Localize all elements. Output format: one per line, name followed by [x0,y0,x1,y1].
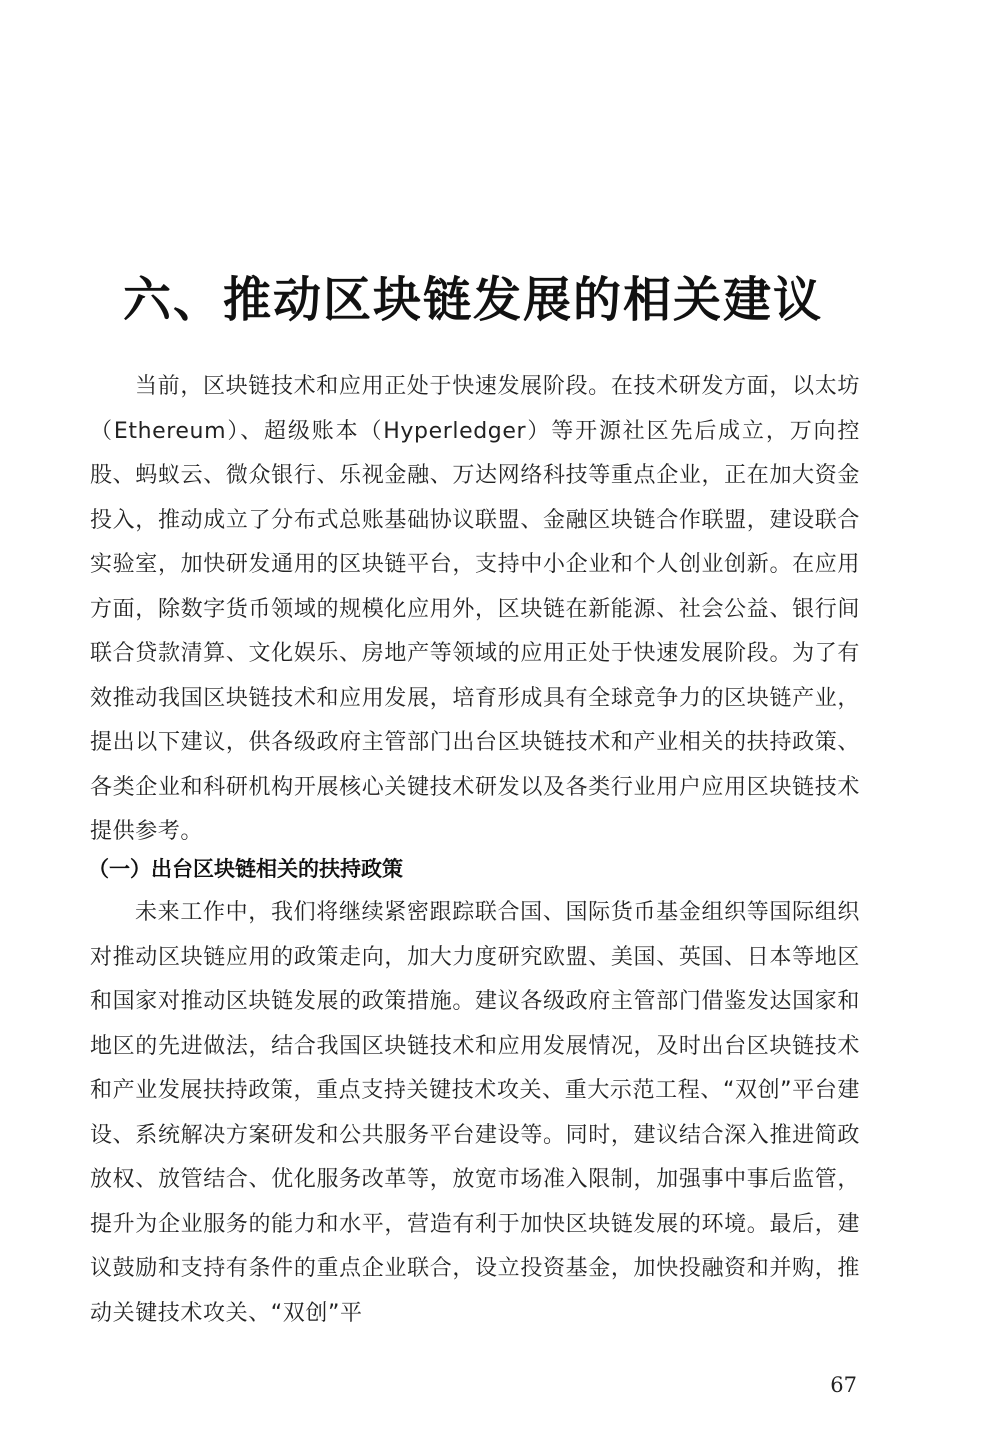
section-paragraph: 未来工作中，我们将继续紧密跟踪联合国、国际货币基金组织等国际组织对推动区块链应用的政策走向，加大力度研究欧盟、美国、英国、日本等地区和国家对推动区块链发展的政策措施。建议各级政府主管部门借鉴发达国家和地区的先进做法，结合我国区块链技术和应用发展情况，及时出台区块链技术和产业发展扶持政策，重点支持关键技术攻关、重大示范工程、“双创”平台建设、系统解决方案研发和公共服务平台建设等。同时，建议结合深入推进简政放权、放管结合、优化服务改革等，放宽市场准入限制，加强事中事后监管，提升为企业服务的能力和水平，营造有利于加快区块链发展的环境。最后，建议鼓励和支持有条件的重点企业联合，设立投资基金，加快投融资和并购，推动关键技术攻关、“双创”平 [90,900,860,1326]
section-heading: （一）出台区块链相关的扶持政策 [88,857,403,881]
chapter-title: 六、推动区块链发展的相关建议 [122,272,823,328]
intro-paragraph: 当前，区块链技术和应用正处于快速发展阶段。在技术研发方面，以太坊（Ethereum）、超级账本（Hyperledger）等开源社区先后成立，万向控股、蚂蚁云、微众银行、乐视金融、万达网络科技等重点企业，正在加大资金投入，推动成立了分布式总账基础协议联盟、金融区块链合作联盟，建设联合实验室，加快研发通用的区块链平台，支持中小企业和个人创业创新。在应用方面，除数字货币领域的规模化应用外，区块链在新能源、社会公益、银行间联合贷款清算、文化娱乐、房地产等领域的应用正处于快速发展阶段。为了有效推动我国区块链技术和应用发展，培育形成具有全球竞争力的区块链产业，提出以下建议，供各级政府主管部门出台区块链技术和产业相关的扶持政策、各类企业和科研机构开展核心关键技术研发以及各类行业用户应用区块链技术提供参考。 [90,374,860,844]
page-number: 67 [830,1373,857,1397]
